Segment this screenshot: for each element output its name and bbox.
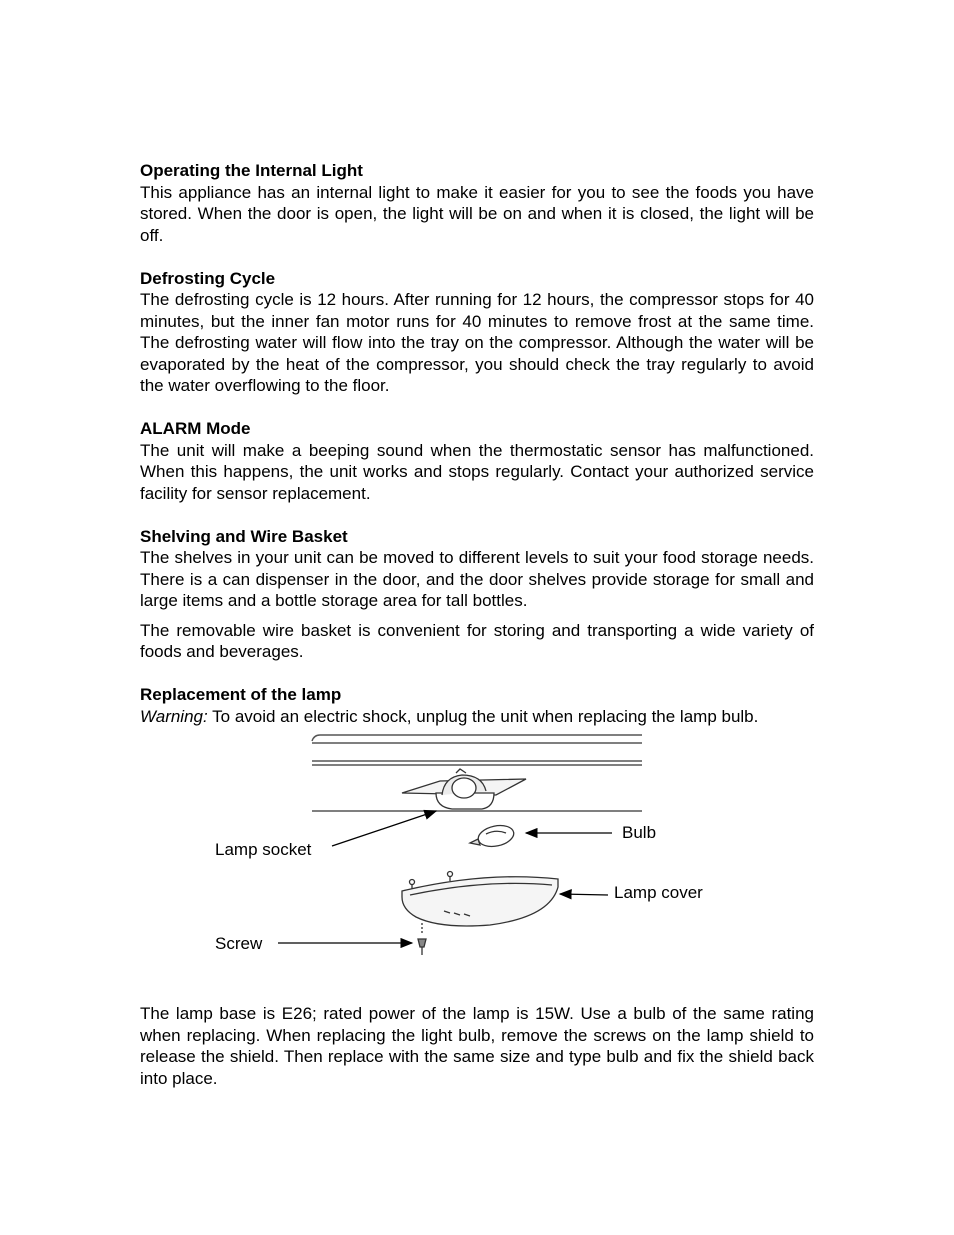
page-content bbox=[140, 160, 814, 1089]
heading-internal-light: Operating the Internal Light bbox=[140, 161, 363, 180]
text-lamp-warning bbox=[140, 706, 814, 728]
label-screw: Screw bbox=[215, 934, 263, 953]
heading-alarm: ALARM Mode bbox=[140, 419, 251, 438]
label-bulb: Bulb bbox=[622, 823, 657, 842]
label-lamp-socket: Lamp socket bbox=[215, 840, 312, 859]
text-alarm: The unit will make a beeping sound when the thermostatic sensor has malfunctioned. When this happens, the unit works and stops regularly. Contact your authorized service facility for sensor replacement. bbox=[140, 440, 814, 503]
lamp-diagram bbox=[140, 733, 814, 983]
section-internal-light bbox=[140, 160, 814, 246]
heading-lamp: Replacement of the lamp bbox=[140, 685, 342, 704]
text-lamp-replacement: The lamp base is E26; rated power of the lamp is 15W. Use a bulb of the same rating when replacing. When replacing the light bulb, remove the screws on the lamp shield to release the shield. Then replace with the same size and type bulb and fix the shield back into place. bbox=[140, 1004, 814, 1088]
section-defrost bbox=[140, 268, 814, 397]
section-alarm bbox=[140, 418, 814, 504]
lamp-cover-shape bbox=[402, 872, 558, 927]
heading-shelving: Shelving and Wire Basket bbox=[140, 526, 348, 546]
warning-label: Warning: bbox=[140, 706, 208, 726]
arrow-lamp-cover bbox=[560, 894, 608, 895]
arrow-lamp-socket bbox=[332, 811, 436, 846]
heading-defrost: Defrosting Cycle bbox=[140, 268, 276, 288]
text-defrost: The defrosting cycle is 12 hours. After running for 12 hours, the compressor stops for 40 minutes, but the inner fan motor runs for 40 minutes to remove frost at the same time. The defrosting water will flow into the tray on the compressor. Although the water will be evaporated by the heat of the compressor, you should check the tray regularly to avoid the water overflowing to the floor. bbox=[140, 290, 814, 395]
section-lamp bbox=[140, 684, 814, 1089]
bulb-shape bbox=[470, 822, 516, 849]
screw-shape bbox=[418, 923, 426, 955]
lamp-socket-shape bbox=[402, 769, 526, 809]
text-internal-light: This appliance has an internal light to make it easier for you to see the foods you have stored. When the door is open, the light will be on and when it is closed, the light will be off. bbox=[140, 182, 814, 245]
section-shelving bbox=[140, 526, 814, 663]
text-shelving-1: The shelves in your unit can be moved to different levels to suit your food storage needs. There is a can dispenser in the door, and the door shelves provide storage for small and large items and a bottle storage area for tall bottles. bbox=[140, 548, 814, 610]
text-shelving-2: The removable wire basket is convenient for storing and transporting a wide variety of foods and beverages. bbox=[140, 620, 814, 661]
warning-text: To avoid an electric shock, unplug the unit when replacing the lamp bulb. bbox=[207, 706, 759, 726]
label-lamp-cover: Lamp cover bbox=[614, 883, 703, 902]
